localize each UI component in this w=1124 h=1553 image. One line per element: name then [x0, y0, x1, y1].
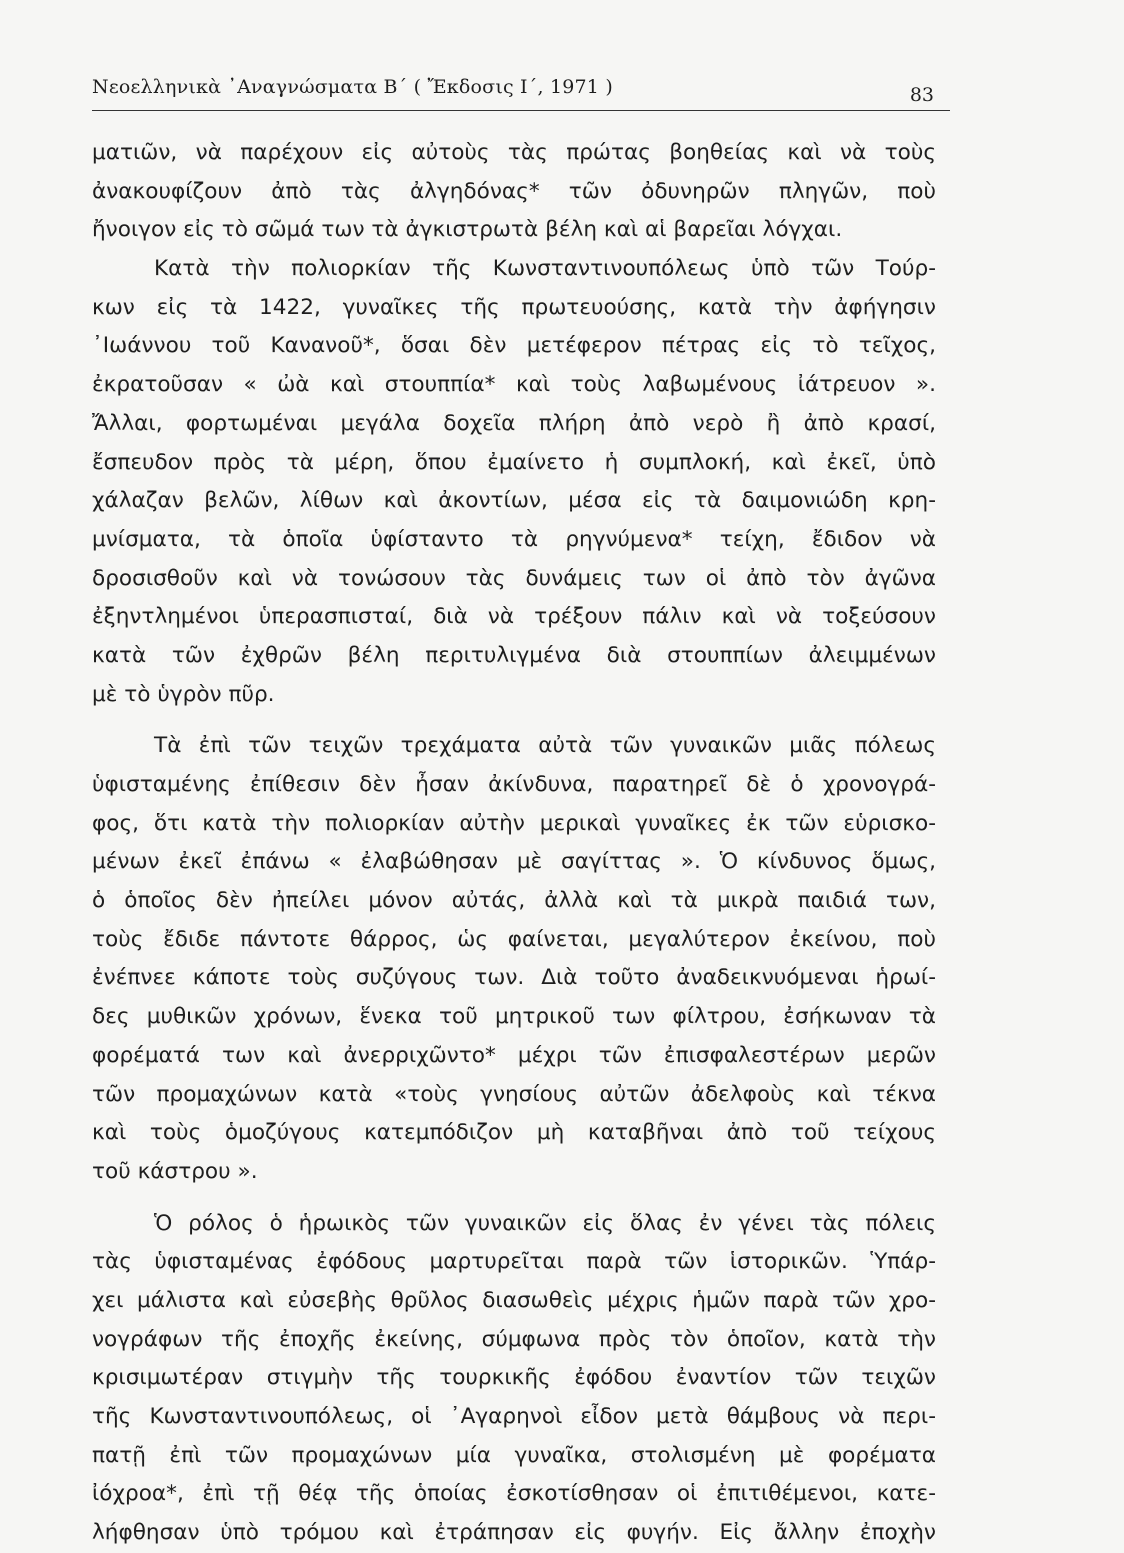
text-line: τῶν προμαχώνων κατὰ «τοὺς γνησίους αὐτῶν ἀδελφοὺς καὶ τέκνα — [92, 1081, 936, 1107]
paragraph-gap — [92, 1192, 936, 1205]
text-line: κατὰ τῶν ἐχθρῶν βέλη περιτυλιγμένα διὰ στουππίων ἀλειμμένων — [92, 642, 936, 668]
text-line: ὁ ὁποῖος δὲν ἠπείλει μόνον αὐτάς, ἀλλὰ καὶ τὰ μικρὰ παιδιά των, — [92, 888, 936, 914]
text-line: φος, ὅτι κατὰ τὴν πολιορκίαν αὐτὴν μερικαὶ γυναῖκες ἐκ τῶν εὑρισκο- — [92, 810, 936, 836]
running-title: Νεοελληνικὰ ᾿Αναγνώσματα Β΄ ( Ἔκδοσις Ι΄, 1971 ) — [92, 76, 613, 98]
paragraph-gap — [92, 714, 936, 727]
text-line: τοὺς ἔδιδε πάντοτε θάρρος, ὡς φαίνεται, μεγαλύτερον ἐκείνου, ποὺ — [92, 926, 936, 952]
text-line: χει μάλιστα καὶ εὐσεβὴς θρῦλος διασωθεὶς μέχρις ἡμῶν παρὰ τῶν χρο- — [92, 1287, 936, 1313]
text-line: χάλαζαν βελῶν, λίθων καὶ ἀκοντίων, μέσα εἰς τὰ δαιμονιώδη κρη- — [92, 488, 936, 514]
text-line: τὰς ὑφισταμένας ἐφόδους μαρτυρεῖται παρὰ τῶν ἱστορικῶν. Ὑπάρ- — [92, 1249, 936, 1275]
text-line: νογράφων τῆς ἐποχῆς ἐκείνης, σύμφωνα πρὸς τὸν ὁποῖον, κατὰ τὴν — [92, 1326, 936, 1352]
text-line: Κατὰ τὴν πολιορκίαν τῆς Κωνσταντινουπόλεως ὑπὸ τῶν Τούρ- — [154, 256, 936, 282]
text-line: μένων ἐκεῖ ἐπάνω « ἐλαβώθησαν μὲ σαγίττας ». Ὁ κίνδυνος ὅμως, — [92, 849, 936, 875]
text-line: πατῇ ἐπὶ τῶν προμαχώνων μία γυναῖκα, στολισμένη μὲ φορέματα — [92, 1442, 936, 1468]
text-line: μὲ τὸ ὑγρὸν πῦρ. — [92, 681, 275, 707]
text-line: ἤνοιγον εἰς τὸ σῶμά των τὰ ἀγκιστρωτὰ βέλη καὶ αἱ βαρεῖαι λόγχαι. — [92, 217, 843, 243]
running-header — [92, 70, 942, 106]
text-line: Ἄλλαι, φορτωμέναι μεγάλα δοχεῖα πλήρη ἀπὸ νερὸ ἢ ἀπὸ κρασί, — [92, 410, 936, 436]
text-line: ἐξηντλημένοι ὑπερασπισταί, διὰ νὰ τρέξουν πάλιν καὶ νὰ τοξεύσουν — [92, 604, 936, 630]
text-line: ὑφισταμένης ἐπίθεσιν δὲν ἦσαν ἀκίνδυνα, παρατηρεῖ δὲ ὁ χρονογρά- — [92, 772, 936, 797]
page-number: 83 — [909, 84, 934, 106]
body-text — [92, 134, 936, 1553]
text-line: Τὰ ἐπὶ τῶν τειχῶν τρεχάματα αὐτὰ τῶν γυναικῶν μιᾶς πόλεως — [154, 733, 936, 759]
text-line: ἐκρατοῦσαν « ὠὰ καὶ στουππία* καὶ τοὺς λαβωμένους ἰάτρευον ». — [92, 372, 936, 398]
text-line: ἐνέπνεε κάποτε τοὺς συζύγους των. Διὰ τοῦτο ἀναδεικνυόμεναι ἡρωί- — [92, 965, 936, 991]
text-line: ᾿Ιωάννου τοῦ Κανανοῦ*, ὅσαι δὲν μετέφερον πέτρας εἰς τὸ τεῖχος, — [92, 333, 936, 359]
text-line: τῆς Κωνσταντινουπόλεως, οἱ ᾿Αγαρηνοὶ εἶδον μετὰ θάμβους νὰ περι- — [92, 1404, 936, 1429]
text-line: Ὁ ρόλος ὁ ἡρωικὸς τῶν γυναικῶν εἰς ὅλας ἐν γένει τὰς πόλεις — [154, 1210, 936, 1236]
text-line: κρισιμωτέραν στιγμὴν τῆς τουρκικῆς ἐφόδου ἐναντίον τῶν τειχῶν — [92, 1365, 936, 1391]
text-line: δροσισθοῦν καὶ νὰ τονώσουν τὰς δυνάμεις των οἱ ἀπὸ τὸν ἀγῶνα — [92, 565, 936, 591]
text-line: λήφθησαν ὑπὸ τρόμου καὶ ἐτράπησαν εἰς φυγήν. Εἰς ἄλλην ἐποχὴν — [92, 1520, 936, 1546]
text-line: κων εἰς τὰ 1422, γυναῖκες τῆς πρωτευούσης, κατὰ τὴν ἀφήγησιν — [92, 294, 936, 320]
text-line: καὶ τοὺς ὁμοζύγους κατεμπόδιζον μὴ καταβῆναι ἀπὸ τοῦ τείχους — [92, 1120, 936, 1146]
text-line: ἀνακουφίζουν ἀπὸ τὰς ἀλγηδόνας* τῶν ὀδυνηρῶν πληγῶν, ποὺ — [92, 178, 936, 204]
text-line: ἔσπευδον πρὸς τὰ μέρη, ὅπου ἐμαίνετο ἡ συμπλοκή, καὶ ἐκεῖ, ὑπὸ — [92, 449, 936, 475]
text-line: ματιῶν, νὰ παρέχουν εἰς αὐτοὺς τὰς πρώτας βοηθείας καὶ νὰ τοὺς — [92, 140, 936, 165]
text-line: τοῦ κάστρου ». — [92, 1158, 258, 1184]
text-line: ἰόχροα*, ἐπὶ τῇ θέᾳ τῆς ὁποίας ἐσκοτίσθησαν οἱ ἐπιτιθέμενοι, κατε- — [92, 1481, 936, 1507]
header-rule — [92, 110, 950, 111]
text-line: φορέματά των καὶ ἀνερριχῶντο* μέχρι τῶν ἐπισφαλεστέρων μερῶν — [92, 1042, 936, 1068]
text-line: μνίσματα, τὰ ὁποῖα ὑφίσταντο τὰ ρηγνύμενα* τείχη, ἔδιδον νὰ — [92, 526, 936, 552]
text-line: δες μυθικῶν χρόνων, ἕνεκα τοῦ μητρικοῦ των φίλτρου, ἐσήκωναν τὰ — [92, 1004, 936, 1030]
